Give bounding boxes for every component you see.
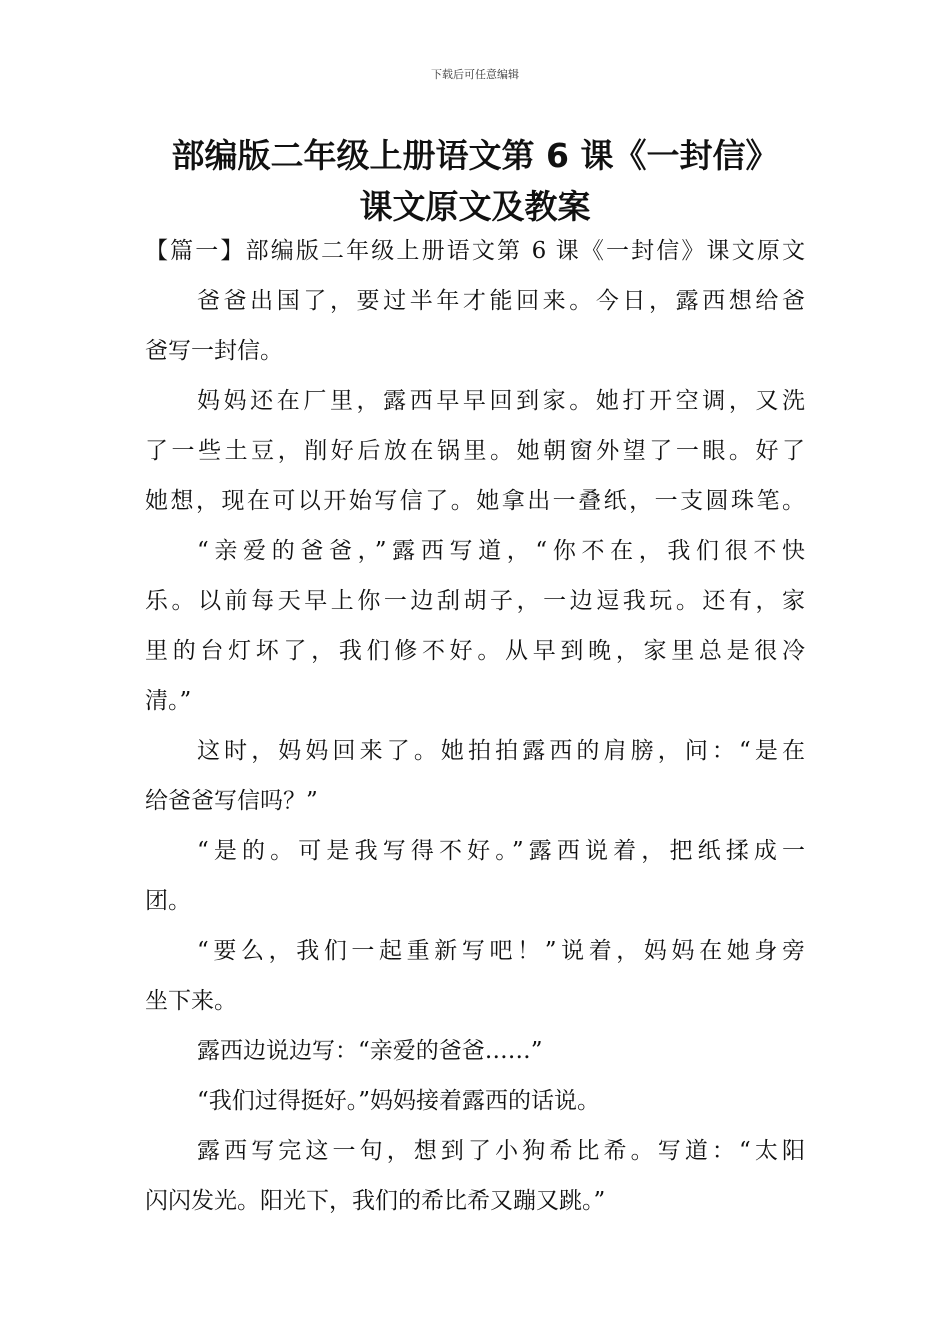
- text-line: 妈妈还在厂里，露西早早回到家。她打开空调，又洗: [197, 388, 805, 414]
- text-line: “亲爱的爸爸，”露西写道，“你不在，我们很不快: [197, 538, 805, 564]
- page-title-line-2: 课文原文及教案: [359, 187, 591, 226]
- text-line: 闪闪发光。阳光下，我们的希比希又蹦又跳。”: [145, 1188, 606, 1214]
- text-line: 给爸爸写信吗？”: [145, 788, 318, 814]
- text-line: 爸写一封信。: [145, 338, 283, 364]
- text-line: 乐。以前每天早上你一边刮胡子，一边逗我玩。还有，家: [145, 588, 805, 614]
- section-heading: 【篇一】部编版二年级上册语文第 6 课《一封信》课文原文: [145, 238, 805, 264]
- text-line: “我们过得挺好。”妈妈接着露西的话说。: [197, 1088, 601, 1114]
- text-line: “要么，我们一起重新写吧！”说着，妈妈在她身旁: [197, 938, 805, 964]
- text-line: 坐下来。: [145, 988, 237, 1014]
- text-line: 里的台灯坏了，我们修不好。从早到晚，家里总是很冷: [145, 638, 805, 664]
- text-line: 露西写完这一句，想到了小狗希比希。写道：“太阳: [197, 1138, 805, 1164]
- text-line: “是的。可是我写得不好。”露西说着，把纸揉成一: [197, 838, 805, 864]
- text-line: 清。”: [145, 688, 192, 714]
- text-line: 爸爸出国了，要过半年才能回来。今日，露西想给爸: [197, 288, 805, 314]
- text-line: 了一些土豆，削好后放在锅里。她朝窗外望了一眼。好了: [145, 438, 805, 464]
- header-note: 下载后可任意编辑: [431, 68, 519, 81]
- text-line: 露西边说边写：“亲爱的爸爸……”: [197, 1038, 543, 1064]
- text-line: 团。: [145, 888, 191, 914]
- text-line: 她想，现在可以开始写信了。她拿出一叠纸，一支圆珠笔。: [145, 488, 805, 514]
- page-title-line-1: 部编版二年级上册语文第 6 课《一封信》: [171, 136, 779, 175]
- text-line: 这时，妈妈回来了。她拍拍露西的肩膀，问：“是在: [197, 738, 805, 764]
